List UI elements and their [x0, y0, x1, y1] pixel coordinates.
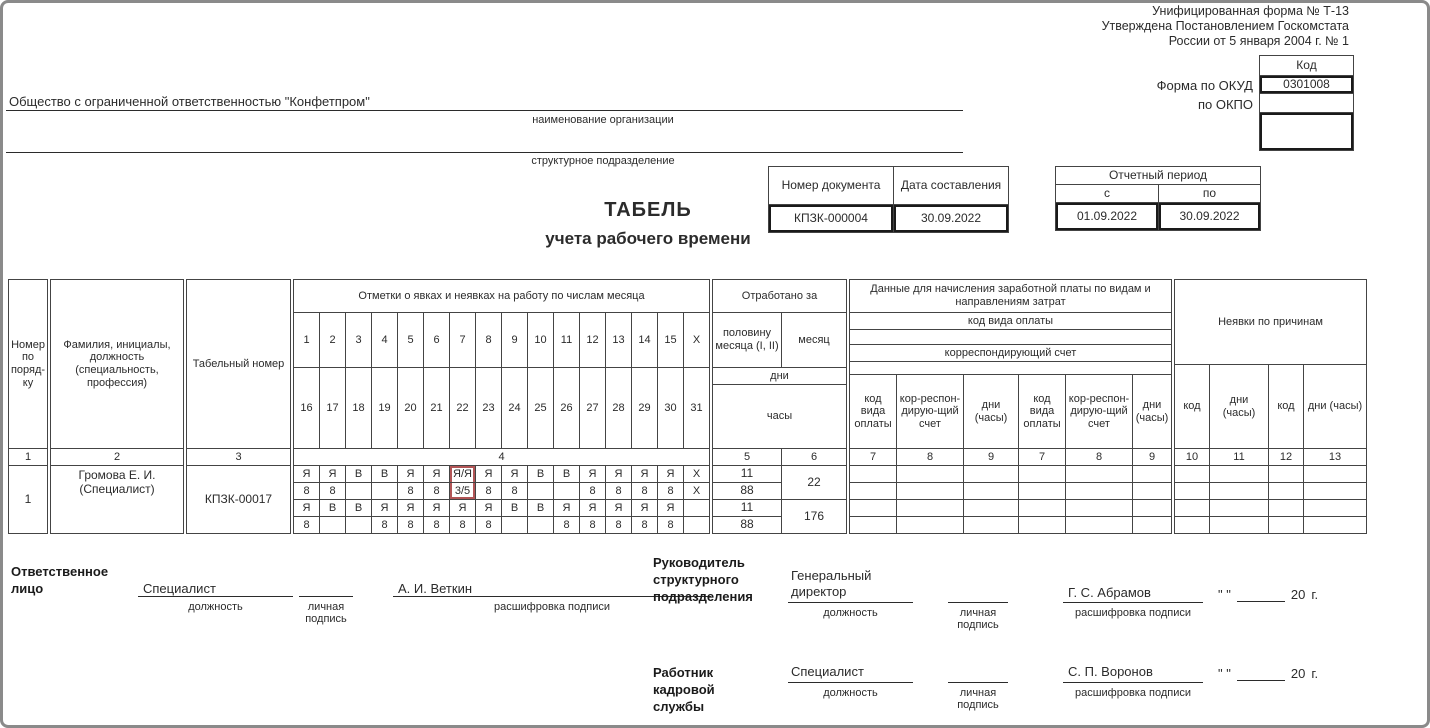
- signature-line: [299, 596, 353, 597]
- column-number-cell: 8: [1066, 449, 1132, 465]
- half-total-hours1: 88: [713, 483, 781, 499]
- day-number-cell: 21: [424, 368, 449, 448]
- hr-name: С. П. Воронов: [1068, 664, 1153, 679]
- okpo-value-cell: [1260, 94, 1353, 112]
- attendance-mark-cell: В: [346, 500, 371, 516]
- form-note-line: Утверждена Постановлением Госкомстата: [1101, 19, 1349, 33]
- day-number-cell: 3: [346, 313, 371, 367]
- column-number-section: [8, 279, 48, 534]
- role-caption: должность: [823, 607, 878, 619]
- absence-data-cell: [1210, 517, 1268, 533]
- name-caption: расшифровка подписи: [1074, 607, 1192, 619]
- absence-data-cell: [1210, 466, 1268, 482]
- form-note-line: Унифицированная форма № Т-13: [1152, 4, 1349, 18]
- okpo-label: по ОКПО: [1197, 97, 1253, 112]
- date-placeholder: [1218, 586, 1318, 602]
- sign-caption: личная подпись: [957, 687, 999, 711]
- attendance-mark-cell: В: [554, 466, 579, 482]
- attendance-mark-cell: Я: [398, 500, 423, 516]
- pay-data-cell: [1133, 517, 1171, 533]
- day-number-cell: 1: [294, 313, 319, 367]
- attendance-mark-cell: Я: [658, 466, 683, 482]
- row-number-value: 1: [9, 466, 47, 533]
- pay-data-cell: [850, 500, 896, 516]
- day-number-cell: 17: [320, 368, 345, 448]
- signature-line: [1063, 682, 1203, 683]
- hours-cell: 8: [658, 517, 683, 533]
- hours-cell: 8: [632, 517, 657, 533]
- doc-title-line2: учета рабочего времени: [545, 229, 751, 248]
- pay-data-cell: [1133, 466, 1171, 482]
- absence-data-cell: [1304, 483, 1366, 499]
- doc-date-value: 30.09.2022: [894, 205, 1008, 232]
- employee-name-value: Громова Е. И. (Специалист): [51, 466, 183, 533]
- attendance-mark-cell: Я: [476, 466, 501, 482]
- date-placeholder: [1218, 665, 1318, 681]
- period-from-value: 01.09.2022: [1056, 203, 1158, 230]
- day-number-cell: 25: [528, 368, 553, 448]
- timesheet-table: [8, 279, 1367, 534]
- pay-data-cell: [1019, 517, 1065, 533]
- day-number-cell: 2: [320, 313, 345, 367]
- absence-data-cell: [1175, 483, 1209, 499]
- hours-cell: [346, 517, 371, 533]
- hours-cell: [346, 483, 371, 499]
- org-name-rule: [6, 110, 963, 111]
- attendance-title: Отметки о явках и неявках на работу по числам месяца: [294, 280, 709, 312]
- hours-cell: [528, 483, 553, 499]
- doc-date-label: Дата составления: [894, 167, 1008, 204]
- day-number-cell: 23: [476, 368, 501, 448]
- hours-cell: 8: [606, 483, 631, 499]
- day-number-cell: 4: [372, 313, 397, 367]
- day-number-cell: 11: [554, 313, 579, 367]
- hours-cell: 8: [372, 517, 397, 533]
- day-number-cell: 28: [606, 368, 631, 448]
- responsible-label: Ответственное лицо: [11, 564, 109, 596]
- day-number-cell: 7: [450, 313, 475, 367]
- attendance-mark-cell: X: [684, 466, 709, 482]
- form-note: [1102, 4, 1349, 49]
- attendance-mark-cell: Я: [398, 466, 423, 482]
- absence-data-cell: [1269, 483, 1303, 499]
- pay-empty-band: [850, 330, 1171, 344]
- column-number-cell: 6: [782, 449, 846, 465]
- pay-data-cell: [850, 517, 896, 533]
- pay-data-cell: [1019, 466, 1065, 482]
- day-number-cell: 14: [632, 313, 657, 367]
- column-number-cell: 12: [1269, 449, 1303, 465]
- worked-totals-section: [712, 279, 847, 534]
- hours-cell: 8: [398, 517, 423, 533]
- hours-cell: 8: [632, 483, 657, 499]
- hours-cell: 3/5: [450, 483, 475, 499]
- day-number-cell: 6: [424, 313, 449, 367]
- day-number-cell: 18: [346, 368, 371, 448]
- attendance-mark-cell: В: [528, 466, 553, 482]
- day-number-cell: 12: [580, 313, 605, 367]
- attendance-mark-cell: Я: [580, 500, 605, 516]
- day-number-cell: 24: [502, 368, 527, 448]
- hours-cell: 8: [450, 517, 475, 533]
- col-num-header: Номер по поряд-ку: [9, 280, 47, 448]
- attendance-mark-cell: [684, 500, 709, 516]
- absence-data-cell: [1175, 500, 1209, 516]
- code-box-title: Код: [1260, 56, 1353, 75]
- day-number-cell: 9: [502, 313, 527, 367]
- signature-line: [948, 602, 1008, 603]
- name-caption: расшифровка подписи: [493, 601, 611, 613]
- worked-title: Отработано за: [713, 280, 846, 312]
- hours-cell: [528, 517, 553, 533]
- date-year: 20: [1290, 587, 1306, 602]
- pay-column-header: код вида оплаты: [1019, 375, 1065, 448]
- absence-column-header: дни (часы): [1304, 365, 1366, 448]
- day-number-cell: 22: [450, 368, 475, 448]
- hours-cell: 8: [606, 517, 631, 533]
- pay-data-cell: [897, 500, 963, 516]
- responsible-role: Специалист: [143, 581, 216, 596]
- day-number-cell: 30: [658, 368, 683, 448]
- hours-cell: 8: [294, 517, 319, 533]
- okud-value: 0301008: [1260, 76, 1353, 93]
- pay-data-cell: [1019, 500, 1065, 516]
- org-caption: наименование организации: [532, 114, 674, 126]
- pay-data-cell: [1066, 466, 1132, 482]
- signature-line: [138, 596, 293, 597]
- column-number-cell: 9: [964, 449, 1018, 465]
- column-number-cell: 8: [897, 449, 963, 465]
- payroll-section: [849, 279, 1172, 534]
- head-label: Руководитель структурного подразделения: [653, 555, 753, 604]
- absence-column-header: дни (часы): [1210, 365, 1268, 448]
- attendance-mark-cell: Я: [424, 466, 449, 482]
- pay-data-cell: [897, 483, 963, 499]
- attendance-mark-cell: В: [320, 500, 345, 516]
- pay-data-cell: [850, 466, 896, 482]
- day-number-cell: 19: [372, 368, 397, 448]
- hours-cell: [320, 517, 345, 533]
- pay-empty-band: [850, 362, 1171, 374]
- attendance-mark-cell: Я: [450, 500, 475, 516]
- attendance-mark-cell: Я: [554, 500, 579, 516]
- role-caption: должность: [823, 687, 878, 699]
- column-number-cell: 11: [1210, 449, 1268, 465]
- sign-caption: личная подпись: [305, 601, 347, 625]
- signature-line: [948, 682, 1008, 683]
- okud-label: Форма по ОКУД: [1156, 78, 1253, 93]
- pay-data-cell: [1133, 500, 1171, 516]
- pay-data-cell: [1066, 517, 1132, 533]
- hours-cell: 8: [554, 517, 579, 533]
- code-box: [1259, 55, 1354, 151]
- attendance-mark-cell: Я: [424, 500, 449, 516]
- attendance-mark-cell: Я: [606, 500, 631, 516]
- pay-data-cell: [964, 483, 1018, 499]
- hours-cell: 8: [502, 483, 527, 499]
- hours-cell: 8: [580, 483, 605, 499]
- attendance-mark-cell: Я: [320, 466, 345, 482]
- day-number-cell: 20: [398, 368, 423, 448]
- absence-column-header: код: [1175, 365, 1209, 448]
- hours-cell: 8: [476, 483, 501, 499]
- pay-column-header: дни (часы): [964, 375, 1018, 448]
- doc-title-line1: ТАБЕЛЬ: [604, 199, 692, 221]
- attendance-section: [293, 279, 710, 534]
- absence-data-cell: [1210, 500, 1268, 516]
- sign-caption: личная подпись: [957, 607, 999, 631]
- period-table: [1055, 166, 1261, 231]
- date-line: [1237, 587, 1285, 602]
- col-tab-header: Табельный номер: [187, 280, 290, 448]
- column-number-cell: 13: [1304, 449, 1366, 465]
- date-quote: " ": [1218, 666, 1231, 681]
- pay-data-cell: [1133, 483, 1171, 499]
- hours-cell: 8: [294, 483, 319, 499]
- worked-days-label: дни: [713, 368, 846, 384]
- absence-data-cell: [1175, 466, 1209, 482]
- day-number-cell: 15: [658, 313, 683, 367]
- hours-cell: 8: [476, 517, 501, 533]
- pay-column-header: кор-респон-дирую-щий счет: [1066, 375, 1132, 448]
- absence-data-cell: [1304, 466, 1366, 482]
- hours-cell: 8: [658, 483, 683, 499]
- head-role: Генеральный директор: [791, 568, 872, 599]
- org-name: Общество с ограниченной ответственностью "Конфетпром": [9, 94, 370, 109]
- column-number-cell: 5: [713, 449, 781, 465]
- worked-hours-label: часы: [713, 385, 846, 448]
- personnel-number-value: КПЗК-00017: [187, 466, 290, 533]
- month-total-hours: 176: [782, 500, 846, 533]
- attendance-mark-cell: В: [502, 500, 527, 516]
- personnel-number-section: [186, 279, 291, 534]
- absence-title: Неявки по причинам: [1175, 280, 1366, 364]
- head-name: Г. С. Абрамов: [1068, 585, 1151, 600]
- date-line: [1237, 666, 1285, 681]
- role-caption: должность: [188, 601, 243, 613]
- pay-data-cell: [850, 483, 896, 499]
- half-total-days2: 11: [713, 500, 781, 516]
- pay-column-header: кор-респон-дирую-щий счет: [897, 375, 963, 448]
- date-suffix: г.: [1311, 666, 1319, 681]
- day-number-cell: 13: [606, 313, 631, 367]
- column-number-cell: 1: [9, 449, 47, 465]
- attendance-mark-cell: В: [372, 466, 397, 482]
- hours-cell: X: [684, 483, 709, 499]
- month-total-days: 22: [782, 466, 846, 499]
- column-number-cell: 2: [51, 449, 183, 465]
- responsible-name: А. И. Веткин: [398, 581, 473, 596]
- hours-cell: [554, 483, 579, 499]
- attendance-mark-cell: Я: [632, 466, 657, 482]
- attendance-mark-cell: Я: [658, 500, 683, 516]
- column-number-cell: 4: [294, 449, 709, 465]
- column-number-cell: 9: [1133, 449, 1171, 465]
- signature-line: [1063, 602, 1203, 603]
- attendance-mark-cell: Я: [372, 500, 397, 516]
- period-to-value: 30.09.2022: [1159, 203, 1260, 230]
- hours-cell: 8: [424, 483, 449, 499]
- attendance-mark-cell: Я: [606, 466, 631, 482]
- day-number-cell: 31: [684, 368, 709, 448]
- name-caption: расшифровка подписи: [1074, 687, 1192, 699]
- pay-data-cell: [1019, 483, 1065, 499]
- pay-data-cell: [964, 466, 1018, 482]
- column-number-cell: 10: [1175, 449, 1209, 465]
- hr-role: Специалист: [791, 664, 864, 679]
- hr-label: Работник кадровой службы: [653, 665, 715, 714]
- pay-data-cell: [964, 517, 1018, 533]
- col-name-header: Фамилия, инициалы, должность (специальность, профессия): [51, 280, 183, 448]
- pay-data-cell: [1066, 483, 1132, 499]
- hours-cell: [684, 517, 709, 533]
- column-number-cell: 3: [187, 449, 290, 465]
- worked-half-label: половину месяца (I, II): [713, 313, 781, 367]
- absence-section: [1174, 279, 1367, 534]
- pay-code-band: код вида оплаты: [850, 313, 1171, 329]
- date-year: 20: [1290, 666, 1306, 681]
- column-number-cell: 7: [850, 449, 896, 465]
- attendance-mark-cell: Я: [476, 500, 501, 516]
- hours-cell: 8: [398, 483, 423, 499]
- day-number-cell: X: [684, 313, 709, 367]
- date-quote: " ": [1218, 587, 1231, 602]
- worked-month-label: месяц: [782, 313, 846, 367]
- absence-data-cell: [1210, 483, 1268, 499]
- signature-line: [788, 602, 913, 603]
- day-number-cell: 5: [398, 313, 423, 367]
- pay-column-header: код вида оплаты: [850, 375, 896, 448]
- unit-rule: [6, 152, 963, 153]
- attendance-mark-cell: Я: [502, 466, 527, 482]
- signature-line: [788, 682, 913, 683]
- period-title: Отчетный период: [1056, 167, 1260, 184]
- hours-cell: 8: [320, 483, 345, 499]
- day-number-cell: 29: [632, 368, 657, 448]
- date-suffix: г.: [1311, 587, 1319, 602]
- employee-name-section: [50, 279, 184, 534]
- attendance-mark-cell: В: [528, 500, 553, 516]
- day-number-cell: 10: [528, 313, 553, 367]
- extra-code-cell: [1260, 113, 1353, 150]
- pay-account-band: корреспондирующий счет: [850, 345, 1171, 361]
- hours-cell: 8: [424, 517, 449, 533]
- attendance-mark-cell: В: [346, 466, 371, 482]
- attendance-mark-cell: Я: [294, 466, 319, 482]
- doc-info-table: [768, 166, 1009, 233]
- hours-cell: 8: [580, 517, 605, 533]
- hours-cell: [372, 483, 397, 499]
- absence-data-cell: [1175, 517, 1209, 533]
- absence-data-cell: [1304, 517, 1366, 533]
- day-number-cell: 26: [554, 368, 579, 448]
- attendance-mark-cell: Я: [294, 500, 319, 516]
- half-total-days1: 11: [713, 466, 781, 482]
- day-number-cell: 27: [580, 368, 605, 448]
- pay-data-cell: [897, 466, 963, 482]
- form-note-line: России от 5 января 2004 г. № 1: [1168, 34, 1349, 48]
- period-to-label: по: [1159, 185, 1260, 202]
- doc-number-label: Номер документа: [769, 167, 893, 204]
- period-from-label: с: [1056, 185, 1158, 202]
- absence-data-cell: [1269, 517, 1303, 533]
- absence-data-cell: [1269, 466, 1303, 482]
- pay-column-header: дни (часы): [1133, 375, 1171, 448]
- attendance-mark-cell: Я/Я: [450, 466, 475, 482]
- attendance-mark-cell: Я: [632, 500, 657, 516]
- column-number-cell: 7: [1019, 449, 1065, 465]
- absence-data-cell: [1304, 500, 1366, 516]
- payroll-title: Данные для начисления заработной платы по видам и направлениям затрат: [850, 280, 1171, 312]
- doc-number-value: КПЗК-000004: [769, 205, 893, 232]
- pay-data-cell: [964, 500, 1018, 516]
- absence-data-cell: [1269, 500, 1303, 516]
- day-number-cell: 16: [294, 368, 319, 448]
- half-total-hours2: 88: [713, 517, 781, 533]
- pay-data-cell: [1066, 500, 1132, 516]
- attendance-mark-cell: Я: [580, 466, 605, 482]
- pay-data-cell: [897, 517, 963, 533]
- absence-column-header: код: [1269, 365, 1303, 448]
- day-number-cell: 8: [476, 313, 501, 367]
- unit-caption: структурное подразделение: [531, 155, 675, 167]
- hours-cell: [502, 517, 527, 533]
